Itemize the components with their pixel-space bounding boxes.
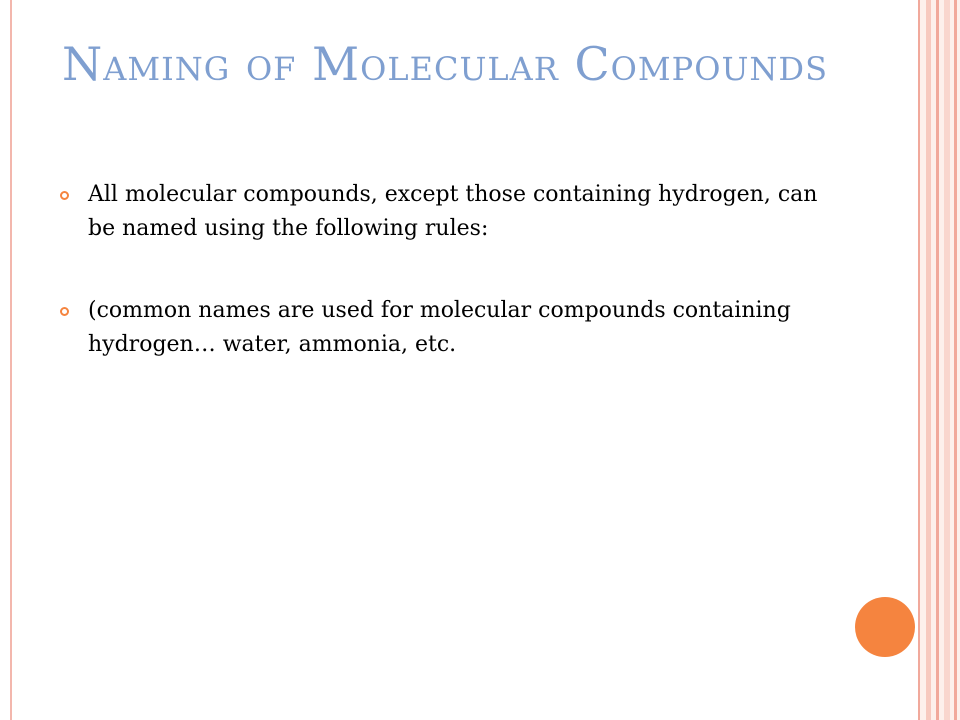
left-border-line [10,0,12,720]
slide-title: Naming of Molecular Compounds [62,37,828,91]
decorative-stripe [918,0,920,720]
bullet-text: All molecular compounds, except those containing hydrogen, can be named using the following rules: [88,182,818,241]
bullet-list [60,178,840,362]
bullet-circle-icon [60,191,69,200]
bullet-text: (common names are used for molecular compounds containing hydrogen… water, ammonia, etc. [88,298,791,357]
bullet-circle-icon [60,307,69,316]
decorative-stripe [954,0,957,720]
bullet-item [60,294,840,362]
decorative-circle [855,597,915,657]
decorative-stripe [936,0,939,720]
decorative-stripe [944,0,950,720]
decorative-stripe [926,0,931,720]
bullet-item [60,178,840,246]
